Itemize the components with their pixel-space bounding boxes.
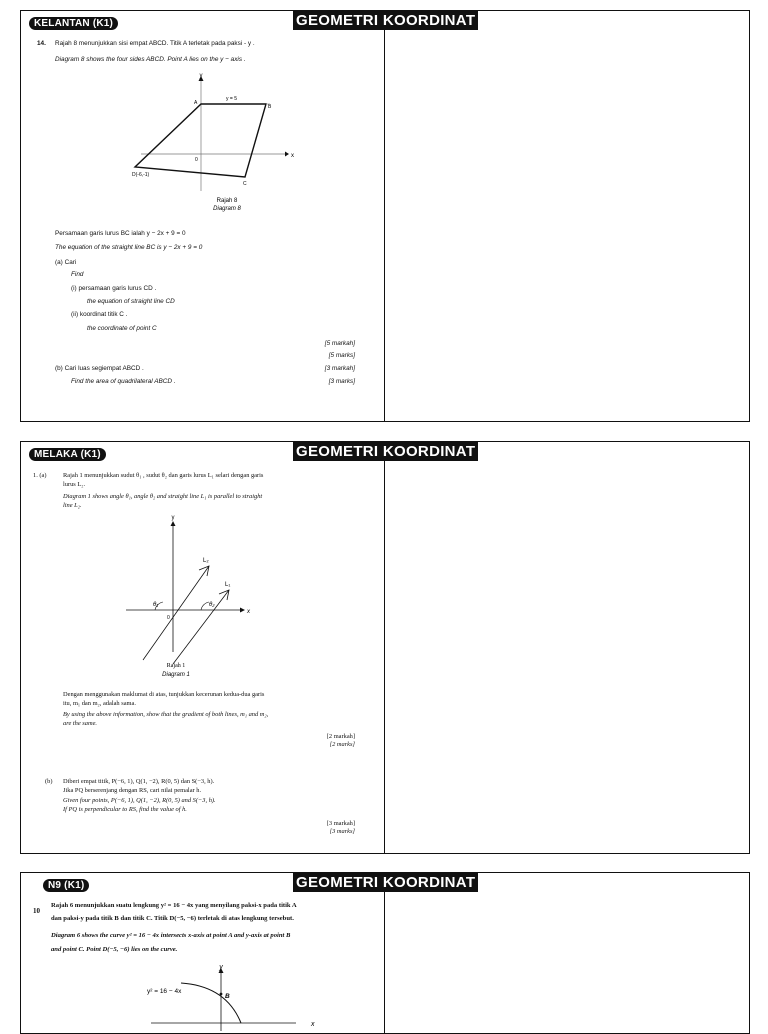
origin-label: 0: [167, 615, 170, 621]
point-a-label: A: [194, 100, 198, 106]
part-b-ms-line1: Diberi empat titik, P(−6, 1), Q(1, −2), R(0, 5) dan S(−3, h).: [63, 778, 215, 785]
origin-label: 0: [195, 157, 198, 163]
state-tag: MELAKA (K1): [29, 448, 106, 461]
marks-a-en: [2 marks]: [329, 741, 355, 748]
marks-a-ms: [2 markah]: [326, 733, 355, 740]
y-axis-label: y: [199, 73, 203, 79]
topic-title: GEOMETRI KOORDINAT: [293, 11, 478, 30]
marks-a-ms: [5 markah]: [324, 340, 355, 347]
question-panel-kelantan: [20, 10, 750, 422]
l2-label: L₂: [203, 558, 209, 564]
question-panel-n9: [20, 872, 750, 1034]
text-ms-line2: itu, m₁ dan m₂, adalah sama.: [63, 700, 136, 707]
topic-title: GEOMETRI KOORDINAT: [293, 873, 478, 892]
question-panel-melaka: [20, 441, 750, 854]
x-axis-label: x: [311, 1021, 315, 1028]
part-b-label: (b): [45, 778, 53, 785]
theta2-label: θ₂: [209, 602, 215, 608]
part-b-en: Find the area of quadrilateral ABCD .: [71, 378, 176, 385]
quadrilateral-diagram: [121, 71, 321, 221]
topic-title: GEOMETRI KOORDINAT: [293, 442, 478, 461]
stem-ms-line2: dan paksi-y pada titik B dan titik C. Titik D(−5, −6) terletak di atas lengkung tersebut.: [51, 915, 294, 922]
x-axis-label: x: [291, 153, 294, 159]
part-b-ms: (b) Cari luas segiempat ABCD .: [55, 365, 144, 372]
stem-en-line2: line L₂.: [63, 502, 82, 509]
question-number: 14.: [37, 40, 46, 47]
stem-en-line1: Diagram 1 shows angle θ₁, angle θ₂ and straight line L₁ is parallel to straight: [63, 493, 263, 500]
text-en-line1: By using the above information, show that the gradient of both lines, m₁ and m₂,: [63, 711, 269, 718]
x-axis-label: x: [247, 609, 250, 615]
diagram-caption-en: Diagram 8: [213, 206, 241, 212]
l1-label: L₁: [225, 582, 231, 588]
part-b-en-line1: Given four points, P(−6, 1), Q(1, −2), R(0, 5) and S(−3, h).: [63, 797, 216, 804]
panel-divider: [384, 11, 385, 421]
stem-en-line2: and point C. Point D(−5, −6) lies on the curve.: [51, 946, 178, 953]
point-b-label: B: [225, 993, 230, 1000]
state-tag: KELANTAN (K1): [29, 17, 118, 30]
stem-ms-line1: Rajah 1 menunjukkan sudut θ₁ , sudut θ₂ dan garis lurus L₁ selari dengan garis: [63, 472, 264, 479]
stem-en-line1: Diagram 6 shows the curve y² = 16 − 4x intersects x-axis at point A and y-axis at point B: [51, 932, 291, 939]
panel-divider: [384, 873, 385, 1033]
parallel-lines-diagram: [121, 512, 291, 682]
question-stem-en: Diagram 8 shows the four sides ABCD. Point A lies on the y − axis .: [55, 56, 246, 63]
stem-ms-line1: Rajah 6 menunjukkan suatu lengkung y² = 16 − 4x yang menyilang paksi-x pada titik A: [51, 902, 297, 909]
diagram-caption-en: Diagram 1: [162, 672, 190, 678]
stem-ms-line2: lurus L₂.: [63, 481, 86, 488]
panel-divider: [384, 442, 385, 853]
point-c-label: C: [243, 181, 247, 187]
marks-b-ms: [3 markah]: [326, 820, 355, 827]
diagram-caption-ms: Rajah 8: [216, 198, 238, 204]
point-d-label: D(-6,-1): [132, 172, 150, 178]
marks-b-ms: [3 markah]: [324, 365, 355, 372]
y-axis-label: y: [171, 515, 175, 521]
y-axis-label: y: [219, 964, 223, 971]
question-number: 10: [33, 907, 40, 915]
point-b-label: B: [268, 104, 272, 110]
curve-diagram: [111, 961, 331, 1031]
marks-b-en: [3 marks]: [329, 828, 355, 835]
equation-ms: Persamaan garis lurus BC ialah y − 2x + 9 = 0: [55, 230, 186, 237]
curve-label: y² = 16 − 4x: [147, 988, 182, 995]
text-en-line2: are the same.: [63, 720, 98, 727]
question-number: 1. (a): [33, 472, 47, 479]
equation-en: The equation of the straight line BC is y − 2x + 9 = 0: [55, 244, 203, 251]
part-a-ii-en: the coordinate of point C: [87, 325, 157, 332]
part-a-label: (a) Cari: [55, 259, 77, 266]
state-tag: N9 (K1): [43, 879, 89, 892]
part-b-en-line2: If PQ is perpendicular to RS, find the value of h.: [63, 806, 187, 813]
theta1-label: θ₁: [153, 602, 159, 608]
top-line-label: y = 5: [226, 96, 237, 102]
text-ms-line1: Dengan menggunakan maklumat di atas, tunjukkan kecerunan kedua-dua garis: [63, 691, 265, 698]
part-a-i-en: the equation of straight line CD: [87, 298, 175, 305]
part-a-ii-ms: (ii) koordinat titik C .: [71, 311, 128, 318]
part-b-ms-line2: Jika PQ berserenjang dengan RS, cari nilai pemalar h.: [63, 787, 202, 794]
marks-a-en: [5 marks]: [328, 352, 355, 359]
question-stem-ms: Rajah 8 menunjukkan sisi empat ABCD. Titik A terletak pada paksi - y .: [55, 40, 255, 47]
diagram-caption-ms: Rajah 1: [166, 663, 186, 669]
part-a-label-en: Find: [71, 271, 84, 278]
marks-b-en: [3 marks]: [328, 378, 355, 385]
part-a-i-ms: (i) persamaan garis lurus CD .: [71, 285, 157, 292]
